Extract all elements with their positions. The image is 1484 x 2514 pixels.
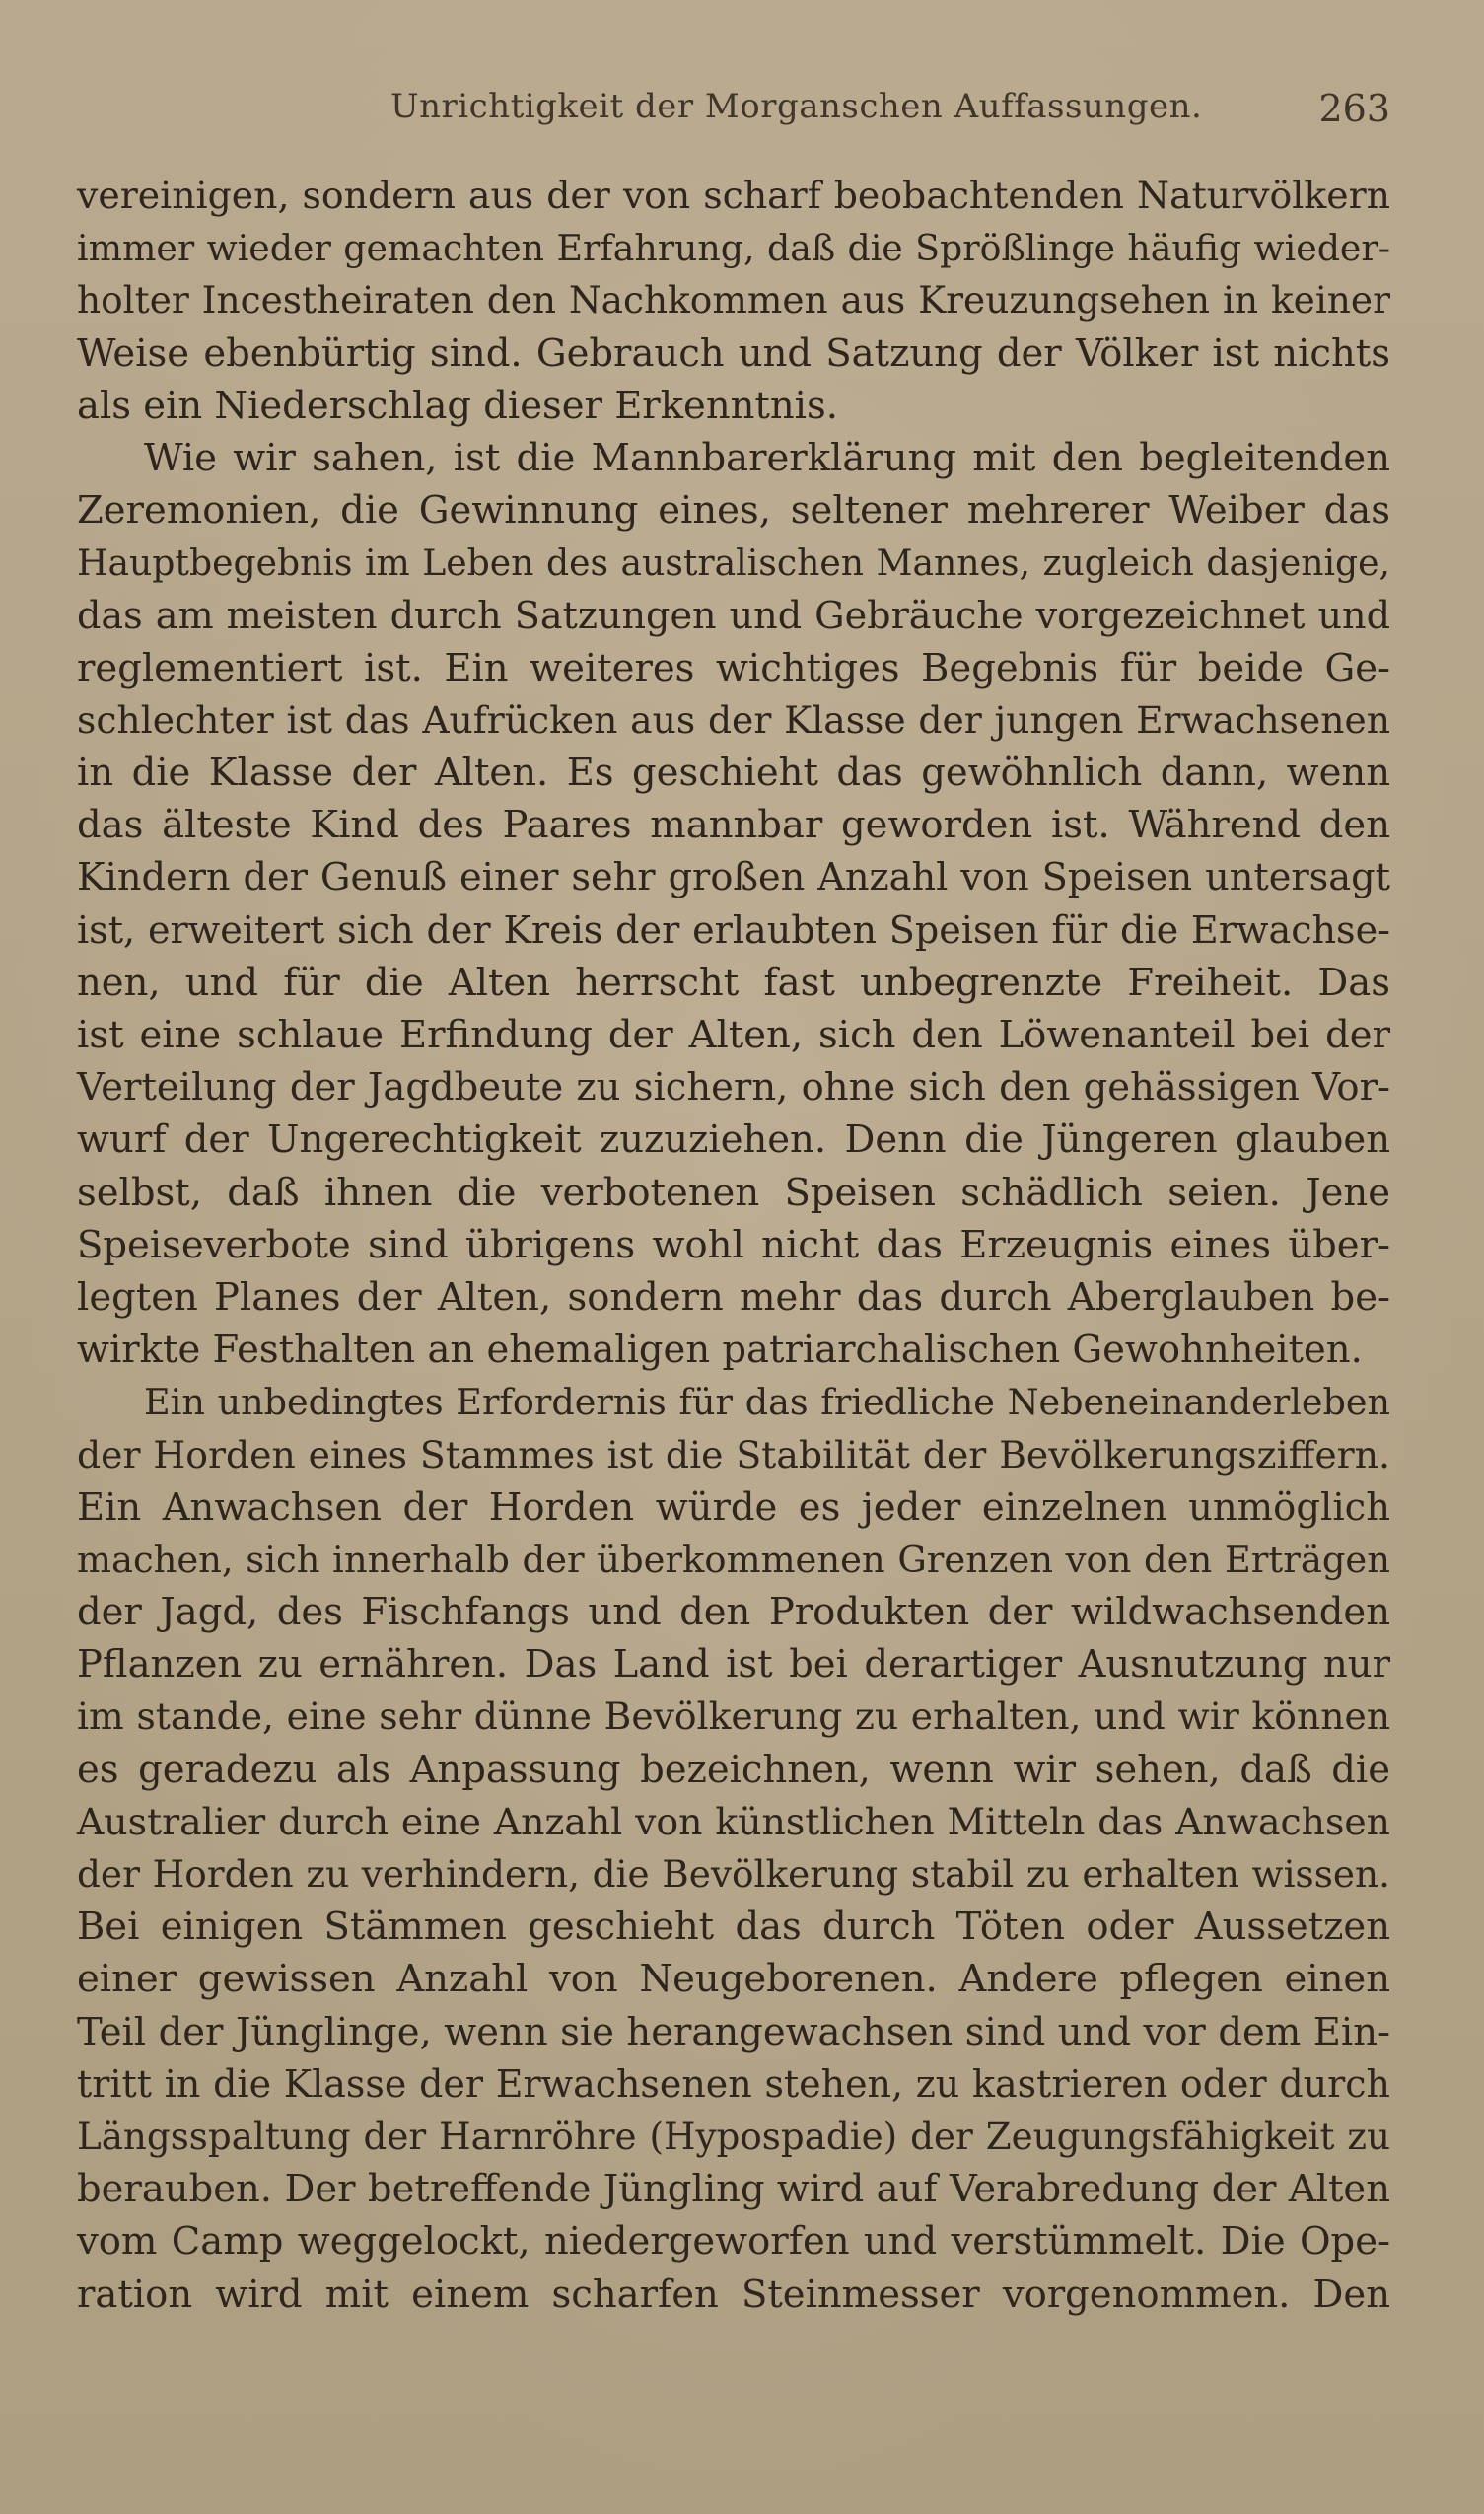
text-line: Bei einigen Stämmen geschieht das durch Töten oder Aussetzen <box>77 1904 1390 1950</box>
text-line: berauben. Der betreffende Jüngling wird auf Verabredung der Alten <box>77 2167 1390 2212</box>
body-text <box>77 170 1390 2321</box>
text-line: der Jagd, des Fischfangs und den Produkten der wildwachsenden <box>77 1590 1390 1635</box>
text-line: im stande, eine sehr dünne Bevölkerung zu erhalten, und wir können <box>77 1694 1390 1739</box>
text-line: ration wird mit einem scharfen Steinmesser vorgenommen. Den <box>77 2271 1390 2317</box>
paragraph <box>77 170 1390 432</box>
paragraph <box>77 432 1390 1376</box>
text-line: Hauptbegebnis im Leben des australischen Mannes, zugleich dasjenige, <box>77 541 1390 585</box>
paragraph <box>77 1376 1390 2320</box>
text-line: vom Camp weggelockt, niedergeworfen und verstümmelt. Die Ope- <box>77 2219 1390 2264</box>
text-line: Weise ebenbürtig sind. Gebrauch und Satzung der Völker ist nichts <box>77 330 1390 376</box>
text-line: vereinigen, sondern aus der von scharf beobachtenden Naturvölkern <box>77 174 1390 217</box>
text-line: wirkte Festhalten an ehemaligen patriarchalischen Gewohnheiten. <box>77 1328 1363 1373</box>
text-line: Ein unbedingtes Erfordernis für das friedliche Nebeneinanderleben <box>144 1381 1390 1424</box>
text-line: Ein Anwachsen der Horden würde es jeder einzelnen unmöglich <box>77 1484 1390 1530</box>
page-number: 263 <box>1318 87 1390 130</box>
text-line: selbst, daß ihnen die verbotenen Speisen schädlich seien. Jene <box>77 1170 1390 1215</box>
text-line: Verteilung der Jagdbeute zu sichern, ohne sich den gehässigen Vor- <box>77 1065 1390 1111</box>
text-line: der Horden zu verhindern, die Bevölkerung stabil zu erhalten wissen. <box>77 1852 1390 1896</box>
text-line: in die Klasse der Alten. Es geschieht das gewöhnlich dann, wenn <box>77 751 1390 796</box>
text-line: ist, erweitert sich der Kreis der erlaubten Speisen für die Erwachse- <box>77 907 1390 952</box>
text-line: wurf der Ungerechtigkeit zuzuziehen. Denn die Jüngeren glauben <box>77 1117 1390 1163</box>
text-line: einer gewissen Anzahl von Neugeborenen. Andere pflegen einen <box>77 1957 1390 2002</box>
text-line: Zeremonien, die Gewinnung eines, seltener mehrerer Weiber das <box>77 488 1390 534</box>
text-line: der Horden eines Stammes ist die Stabilität der Bevölkerungsziffern. <box>77 1432 1390 1476</box>
text-line: Pflanzen zu ernähren. Das Land ist bei derartiger Ausnutzung nur <box>77 1642 1390 1688</box>
text-line: Teil der Jünglinge, wenn sie herangewachsen sind und vor dem Ein- <box>77 2009 1390 2054</box>
text-line: Speiseverbote sind übrigens wohl nicht das Erzeugnis eines über- <box>77 1222 1390 1267</box>
text-line: tritt in die Klasse der Erwachsenen stehen, zu kastrieren oder durch <box>77 2061 1390 2106</box>
text-line: legten Planes der Alten, sondern mehr das durch Aberglauben be- <box>77 1274 1390 1320</box>
page-header <box>77 81 1390 140</box>
text-line: immer wieder gemachten Erfahrung, daß die Sprößlinge häufig wieder- <box>77 227 1390 270</box>
text-line: reglementiert ist. Ein weiteres wichtiges Begebnis für beide Ge- <box>77 645 1390 690</box>
text-line: machen, sich innerhalb der überkommenen Grenzen von den Erträgen <box>77 1538 1390 1581</box>
text-line: Kindern der Genuß einer sehr großen Anzahl von Speisen untersagt <box>77 855 1390 900</box>
text-line: es geradezu als Anpassung bezeichnen, wenn wir sehen, daß die <box>77 1747 1390 1792</box>
text-line: das älteste Kind des Paares mannbar geworden ist. Während den <box>77 803 1390 848</box>
text-line: das am meisten durch Satzungen und Gebräuche vorgezeichnet und <box>77 593 1390 637</box>
text-line: holter Incestheiraten den Nachkommen aus Kreuzungsehen in keiner <box>77 278 1390 323</box>
text-line: nen, und für die Alten herrscht fast unbegrenzte Freiheit. Das <box>77 960 1390 1005</box>
text-line: Australier durch eine Anzahl von künstlichen Mitteln das Anwachsen <box>77 1799 1390 1843</box>
text-line: schlechter ist das Aufrücken aus der Klasse der jungen Erwachsenen <box>77 697 1390 742</box>
text-line: als ein Niederschlag dieser Erkenntnis. <box>77 383 838 428</box>
running-title: Unrichtigkeit der Morganschen Auffassungen. <box>390 87 1203 126</box>
text-line: ist eine schlaue Erfindung der Alten, sich den Löwenanteil bei der <box>77 1013 1390 1057</box>
text-line: Wie wir sahen, ist die Mannbarerklärung mit den begleitenden <box>144 435 1390 480</box>
text-line: Längsspaltung der Harnröhre (Hypospadie) der Zeugungsfähigkeit zu <box>77 2114 1390 2158</box>
